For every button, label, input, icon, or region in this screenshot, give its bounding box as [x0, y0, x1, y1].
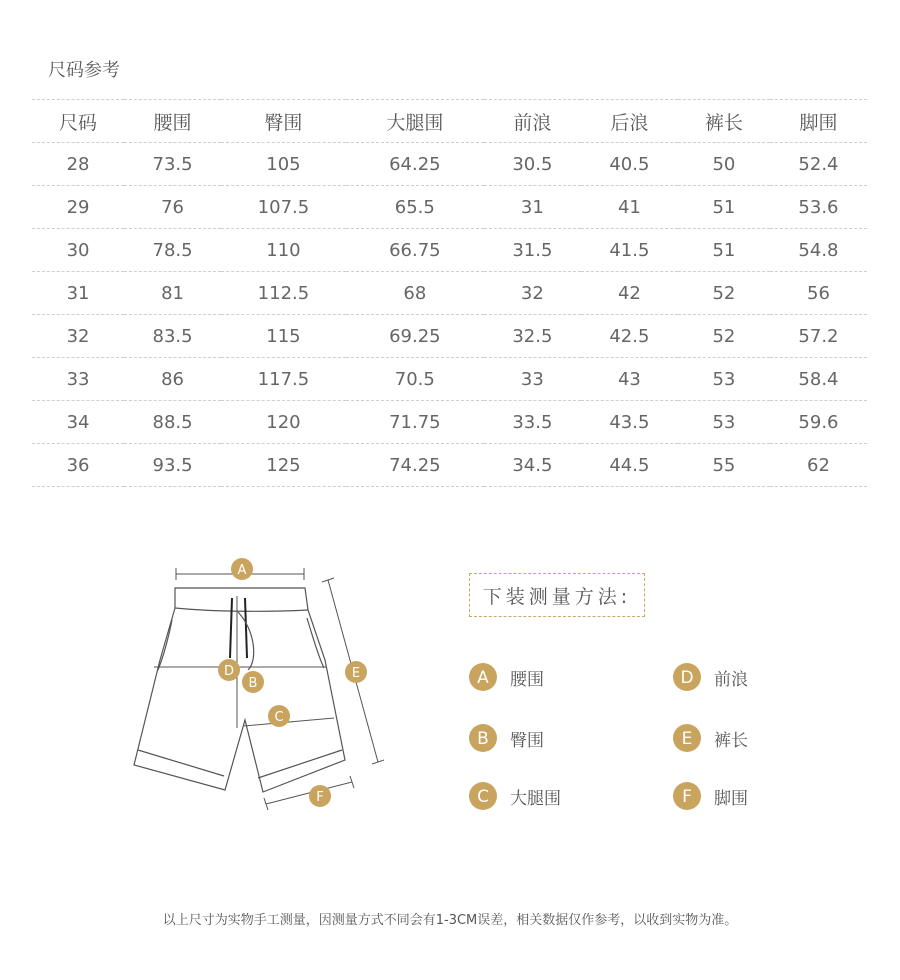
table-cell: 65.5: [346, 186, 484, 229]
table-cell: 33: [32, 358, 124, 401]
table-cell: 115: [221, 315, 346, 358]
header-length: 裤长: [678, 100, 770, 143]
table-cell: 30.5: [484, 143, 581, 186]
legend-item-thigh: [469, 781, 561, 811]
table-cell: 71.75: [346, 401, 484, 444]
table-cell: 43.5: [581, 401, 678, 444]
table-cell: 53: [678, 358, 770, 401]
table-cell: 51: [678, 229, 770, 272]
table-cell: 74.25: [346, 444, 484, 487]
legend-marker: C: [469, 782, 497, 810]
measure-method-title: 下装测量方法:: [469, 573, 645, 617]
left-pocket-line: [158, 620, 172, 670]
table-row: [32, 272, 867, 315]
marker-f: F: [316, 790, 324, 805]
table-body: [32, 143, 867, 487]
table-cell: 66.75: [346, 229, 484, 272]
shorts-diagram: [120, 550, 400, 830]
table-cell: 32.5: [484, 315, 581, 358]
footnote: 以上尺寸为实物手工测量，因测量方式不同会有1-3CM误差，相关数据仅作参考，以收到实物为准。: [162, 913, 738, 928]
legend-marker: E: [673, 724, 701, 752]
table-row: [32, 143, 867, 186]
legend-label: 大腿围: [510, 788, 561, 809]
marker-d: D: [223, 664, 235, 679]
table-cell: 41.5: [581, 229, 678, 272]
table-cell: 34.5: [484, 444, 581, 487]
table-cell: 55: [678, 444, 770, 487]
table-cell: 36: [32, 444, 124, 487]
legend-item-front-rise: [673, 662, 748, 692]
legend-item-leg-opening: [673, 781, 748, 811]
legend-item-waist: [469, 662, 544, 692]
header-hip: 臀围: [221, 100, 346, 143]
table-cell: 69.25: [346, 315, 484, 358]
table-cell: 62: [770, 444, 867, 487]
table-cell: 73.5: [124, 143, 221, 186]
marker-a: A: [237, 563, 247, 578]
table-cell: 52.4: [770, 143, 867, 186]
legend-marker: D: [673, 663, 701, 691]
table-cell: 56: [770, 272, 867, 315]
table-row: [32, 229, 867, 272]
table-cell: 51: [678, 186, 770, 229]
legend-label: 裤长: [714, 730, 748, 751]
table-cell: 28: [32, 143, 124, 186]
table-cell: 30: [32, 229, 124, 272]
table-row: [32, 315, 867, 358]
table-cell: 53: [678, 401, 770, 444]
table-cell: 53.6: [770, 186, 867, 229]
table-row: [32, 358, 867, 401]
table-cell: 52: [678, 315, 770, 358]
size-table: [32, 99, 867, 487]
table-cell: 105: [221, 143, 346, 186]
table-cell: 41: [581, 186, 678, 229]
table-cell: 31: [32, 272, 124, 315]
left-hem-line: [138, 750, 224, 776]
marker-e: E: [351, 666, 361, 681]
marker-c: C: [274, 710, 284, 725]
table-cell: 40.5: [581, 143, 678, 186]
table-cell: 31.5: [484, 229, 581, 272]
table-cell: 70.5: [346, 358, 484, 401]
table-cell: 34: [32, 401, 124, 444]
shorts-outline: [134, 588, 345, 792]
legend-label: 臀围: [510, 730, 544, 751]
table-cell: 110: [221, 229, 346, 272]
header-leg-opening: 脚围: [770, 100, 867, 143]
legend-label: 腰围: [510, 669, 544, 690]
table-cell: 88.5: [124, 401, 221, 444]
table-cell: 57.2: [770, 315, 867, 358]
table-row: [32, 444, 867, 487]
marker-b: B: [248, 676, 258, 691]
legend-marker: B: [469, 724, 497, 752]
table-cell: 93.5: [124, 444, 221, 487]
table-cell: 59.6: [770, 401, 867, 444]
table-cell: 52: [678, 272, 770, 315]
right-pocket-line: [307, 618, 324, 668]
drawstring-left: [230, 598, 232, 658]
legend-marker: A: [469, 663, 497, 691]
table-cell: 31: [484, 186, 581, 229]
table-cell: 42.5: [581, 315, 678, 358]
header-thigh: 大腿围: [346, 100, 484, 143]
table-cell: 112.5: [221, 272, 346, 315]
table-cell: 54.8: [770, 229, 867, 272]
table-cell: 32: [32, 315, 124, 358]
legend-item-length: [673, 723, 748, 753]
table-cell: 32: [484, 272, 581, 315]
waistband-line: [175, 608, 308, 611]
table-cell: 76: [124, 186, 221, 229]
table-header-row: [32, 100, 867, 143]
table-cell: 58.4: [770, 358, 867, 401]
table-cell: 50: [678, 143, 770, 186]
page-title: 尺码参考: [48, 60, 120, 81]
table-cell: 120: [221, 401, 346, 444]
table-row: [32, 186, 867, 229]
table-cell: 86: [124, 358, 221, 401]
table-row: [32, 401, 867, 444]
header-front-rise: 前浪: [484, 100, 581, 143]
legend-marker: F: [673, 782, 701, 810]
table-cell: 125: [221, 444, 346, 487]
header-back-rise: 后浪: [581, 100, 678, 143]
table-cell: 64.25: [346, 143, 484, 186]
table-cell: 107.5: [221, 186, 346, 229]
header-waist: 腰围: [124, 100, 221, 143]
table-cell: 43: [581, 358, 678, 401]
table-cell: 44.5: [581, 444, 678, 487]
table-cell: 42: [581, 272, 678, 315]
right-hem-line: [258, 750, 342, 778]
legend-label: 前浪: [714, 669, 748, 690]
drawstring-right: [245, 598, 247, 658]
legend-label: 脚围: [714, 788, 748, 809]
table-cell: 117.5: [221, 358, 346, 401]
table-cell: 78.5: [124, 229, 221, 272]
table-cell: 33.5: [484, 401, 581, 444]
table-cell: 81: [124, 272, 221, 315]
header-size: 尺码: [32, 100, 124, 143]
table-cell: 29: [32, 186, 124, 229]
legend-item-hip: [469, 723, 544, 753]
table-cell: 33: [484, 358, 581, 401]
measure-line-f: [264, 776, 354, 810]
table-cell: 83.5: [124, 315, 221, 358]
table-cell: 68: [346, 272, 484, 315]
